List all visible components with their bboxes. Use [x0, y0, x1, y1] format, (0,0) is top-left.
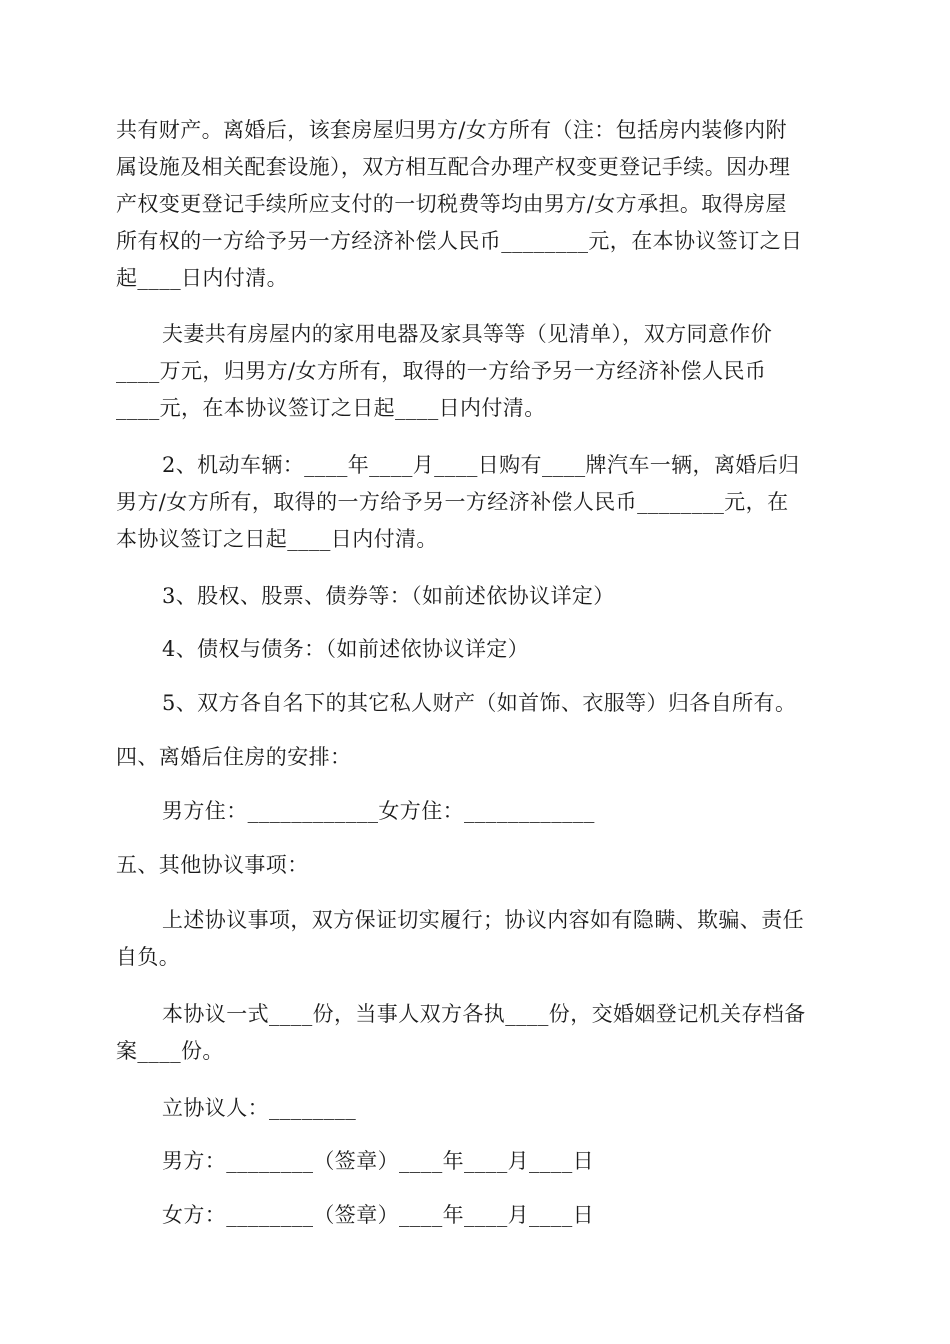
- wife-signature-line: 女方：________（签章）____年____月____日: [162, 1203, 594, 1227]
- section-other-heading: 五、其他协议事项：: [116, 853, 309, 877]
- signatory-line: 立协议人：________: [162, 1096, 357, 1120]
- private-property-item: 5、双方各自名下的其它私人财产（如首饰、衣服等）归各自所有。: [162, 691, 797, 715]
- property-ownership-line-3: 产权变更登记手续所应支付的一切税费等均由男方/女方承担。取得房屋: [116, 192, 787, 216]
- property-ownership-line-4: 所有权的一方给予另一方经济补偿人民币________元，在本协议签订之日: [116, 229, 803, 253]
- section-housing-heading: 四、离婚后住房的安排：: [116, 745, 352, 769]
- property-ownership-line-1: 共有财产。离婚后，该套房屋归男方/女方所有（注：包括房内装修内附: [116, 118, 787, 142]
- copies-line-2: 案____份。: [116, 1039, 224, 1063]
- property-ownership-line-2: 属设施及相关配套设施），双方相互配合办理产权变更登记手续。因办理: [116, 155, 791, 179]
- commitment-line-2: 自负。: [116, 945, 181, 969]
- commitment-line-1: 上述协议事项，双方保证切实履行；协议内容如有隐瞒、欺骗、责任: [162, 908, 804, 932]
- vehicle-line-3: 本协议签订之日起____日内付清。: [116, 527, 438, 551]
- equity-item: 3、股权、股票、债券等：（如前述依协议详定）: [162, 584, 615, 608]
- appliances-line-3: ____元，在本协议签订之日起____日内付清。: [116, 396, 546, 420]
- copies-line-1: 本协议一式____份，当事人双方各执____份，交婚姻登记机关存档备: [162, 1002, 806, 1026]
- appliances-line-2: ____万元，归男方/女方所有，取得的一方给予另一方经济补偿人民币: [116, 359, 767, 383]
- housing-residence-line: 男方住：____________女方住：____________: [162, 799, 595, 823]
- debt-item: 4、债权与债务：（如前述依协议详定）: [162, 637, 530, 661]
- vehicle-line-2: 男方/女方所有，取得的一方给予另一方经济补偿人民币________元，在: [116, 490, 789, 514]
- appliances-line-1: 夫妻共有房屋内的家用电器及家具等等（见清单），双方同意作价: [162, 322, 773, 346]
- property-ownership-line-5: 起____日内付清。: [116, 266, 288, 290]
- husband-signature-line: 男方：________（签章）____年____月____日: [162, 1149, 594, 1173]
- vehicle-line-1: 2、机动车辆：____年____月____日购有____牌汽车一辆，离婚后归: [162, 453, 800, 477]
